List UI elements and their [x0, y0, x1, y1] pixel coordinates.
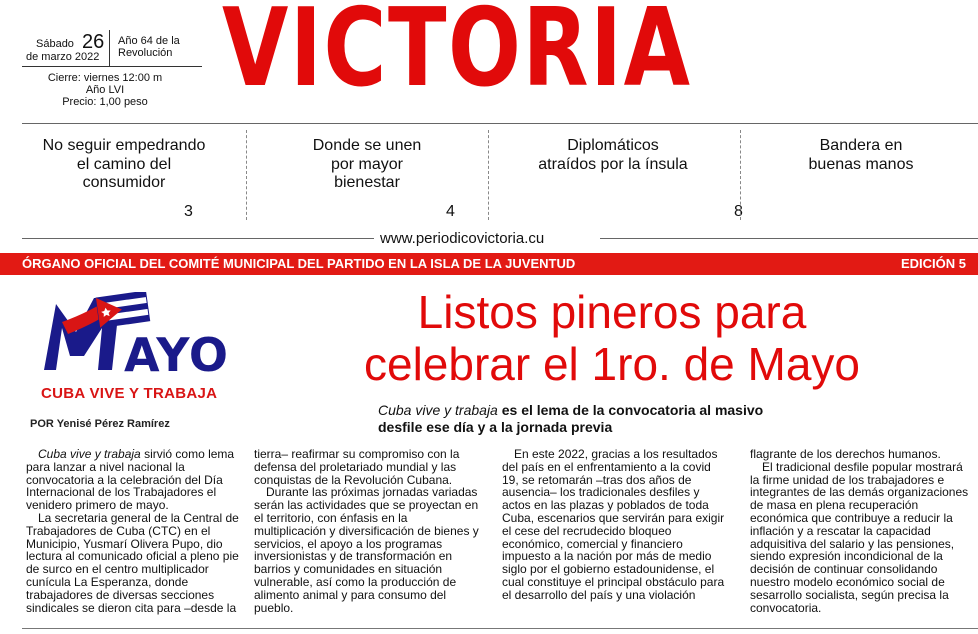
col2-paragraph-2: Durante las próximas jornadas variadas serán las actividades que se proyectan en el territorio, con énfasis en la multiplicación y diversificación de bienes y servicios, el apoyo a los programas inversionistas y de transformación en barrios y comunidades en situación vulnerable, así como la producción de alimento animal y para consumo del pueblo.: [254, 485, 479, 615]
closing-time: Cierre: viernes 12:00 m: [47, 72, 163, 84]
teaser-2-page: 4: [446, 203, 455, 220]
teaser-3-line1: Diplomáticos: [567, 137, 659, 154]
bottom-rule: [22, 628, 978, 629]
logo-tagline: CUBA VIVE Y TRABAJA: [41, 385, 218, 402]
deck: [378, 402, 828, 436]
teaser-1-line1: No seguir empedrando: [42, 137, 206, 154]
headline: [312, 286, 912, 390]
website-rule-right: [600, 238, 978, 239]
day-number: 26: [82, 31, 105, 53]
date-left: [22, 30, 110, 66]
teaser-divider: [740, 130, 741, 220]
teaser-3-page: 8: [734, 203, 743, 220]
edition-label: EDICIÓN 5: [900, 256, 966, 271]
revolution-year: [118, 35, 180, 59]
teaser-1-line3: consumidor: [82, 174, 166, 191]
logo-word: AYO: [124, 328, 229, 382]
teaser-2-line1: Donde se unen: [312, 137, 422, 154]
teaser-divider: [488, 130, 489, 220]
article-column-2: [254, 448, 480, 614]
teaser-2-line2: por mayor: [330, 155, 404, 173]
masthead-rule: [22, 123, 978, 124]
article-column-3: [502, 448, 728, 602]
date-rule: [22, 66, 202, 67]
teaser-2[interactable]: [272, 137, 462, 193]
revolution-year-line2: Revolución: [118, 47, 173, 59]
article-column-4: [750, 448, 974, 614]
col4-paragraph-2: El tradicional desfile popular mostrará la firme unidad de los trabajadores e integrantes de las demás organizaciones de masa en plena recuperación económica que contribuye a reducir la inflación y a rescatar la capacidad adquisitiva del salario y las pensiones, siendo expresión incondicional de la decisión de continuar consolidando nuestro modelo económico social de sesarrollo socialista, según precisa la convocatoria.: [750, 459, 969, 615]
official-organ-text: ÓRGANO OFICIAL DEL COMITÉ MUNICIPAL DEL PARTIDO EN LA ISLA DE LA JUVENTUD: [22, 256, 576, 271]
deck-bold-1: es el lema de la convocatoria al masivo: [497, 402, 764, 418]
deck-bold-2: desfile ese día y a la jornada previa: [378, 419, 613, 435]
col1-italic: Cuba vive y trabaja: [38, 447, 141, 461]
teaser-1[interactable]: [22, 137, 226, 193]
month-year: de marzo 2022: [26, 51, 100, 63]
deck-italic: Cuba vive y trabaja: [378, 402, 498, 418]
col1-paragraph-2: La secretaria general de la Central de Trabajadores de Cuba (CTC) en el Municipio, Yusmarí Olivera Pupo, dio lectura al comunicado oficial a pleno pie de surco en el centro multiplicador cunícula La Esperanza, donde trabajadores de diversas secciones sindicales se dieron cita para –desde la: [26, 510, 239, 615]
official-organ-band: [0, 253, 978, 275]
website-link[interactable]: www.periodicovictoria.cu: [380, 230, 545, 247]
teaser-3-line2: atraídos por la ínsula: [538, 155, 688, 173]
byline: POR Yenisé Pérez Ramírez: [30, 418, 170, 430]
headline-line2: celebrar el 1ro. de Mayo: [363, 338, 861, 390]
teaser-1-line2: el camino del: [76, 155, 172, 173]
revolution-year-line1: Año 64 de la: [118, 35, 180, 47]
col4-paragraph-1: flagrante de los derechos humanos.: [750, 447, 941, 461]
col1-paragraph-1: sirvió como lema para lanzar a nivel nacional la convocatoria a la celebración del Día Internacional de los Trabajadores el venidero primero de mayo.: [26, 447, 235, 513]
col2-paragraph-1: tierra– reafirmar su compromiso con la defensa del proletariado mundial y las conquistas de la Revolución Cubana.: [254, 447, 460, 487]
teaser-3[interactable]: [500, 137, 726, 174]
mayo-logo: [40, 292, 236, 410]
article-column-1: [26, 448, 254, 614]
teaser-4-line2: buenas manos: [808, 155, 914, 173]
headline-line1: Listos pineros para: [417, 286, 807, 338]
date-box: [22, 30, 202, 66]
teaser-4-line1: Bandera en: [819, 137, 903, 154]
price: Precio: 1,00 peso: [62, 96, 148, 108]
website-rule-left: [22, 238, 374, 239]
teaser-divider: [246, 130, 247, 220]
day-of-week: Sábado: [36, 38, 74, 50]
teaser-1-page: 3: [184, 203, 193, 220]
teaser-2-line3: bienestar: [334, 174, 400, 191]
col3-paragraph-1: En este 2022, gracias a los resultados del país en el enfrentamiento a la covid 19, se retomarán –tras dos años de ausencia– los tradicionales desfiles y actos en las plazas y poblados de toda Cuba, escenarios que servirán para exigir el cese del recrudecido bloqueo económico, comercial y financiero impuesto a la nación por más de medio siglo por el gobierno estadounidense, el cual constituye el principal obstáculo para el desarrollo del país y una violación: [502, 447, 725, 602]
volume: Año LVI: [85, 84, 125, 96]
teaser-4[interactable]: [766, 137, 956, 174]
newspaper-title: VICTORIA: [222, 0, 692, 111]
